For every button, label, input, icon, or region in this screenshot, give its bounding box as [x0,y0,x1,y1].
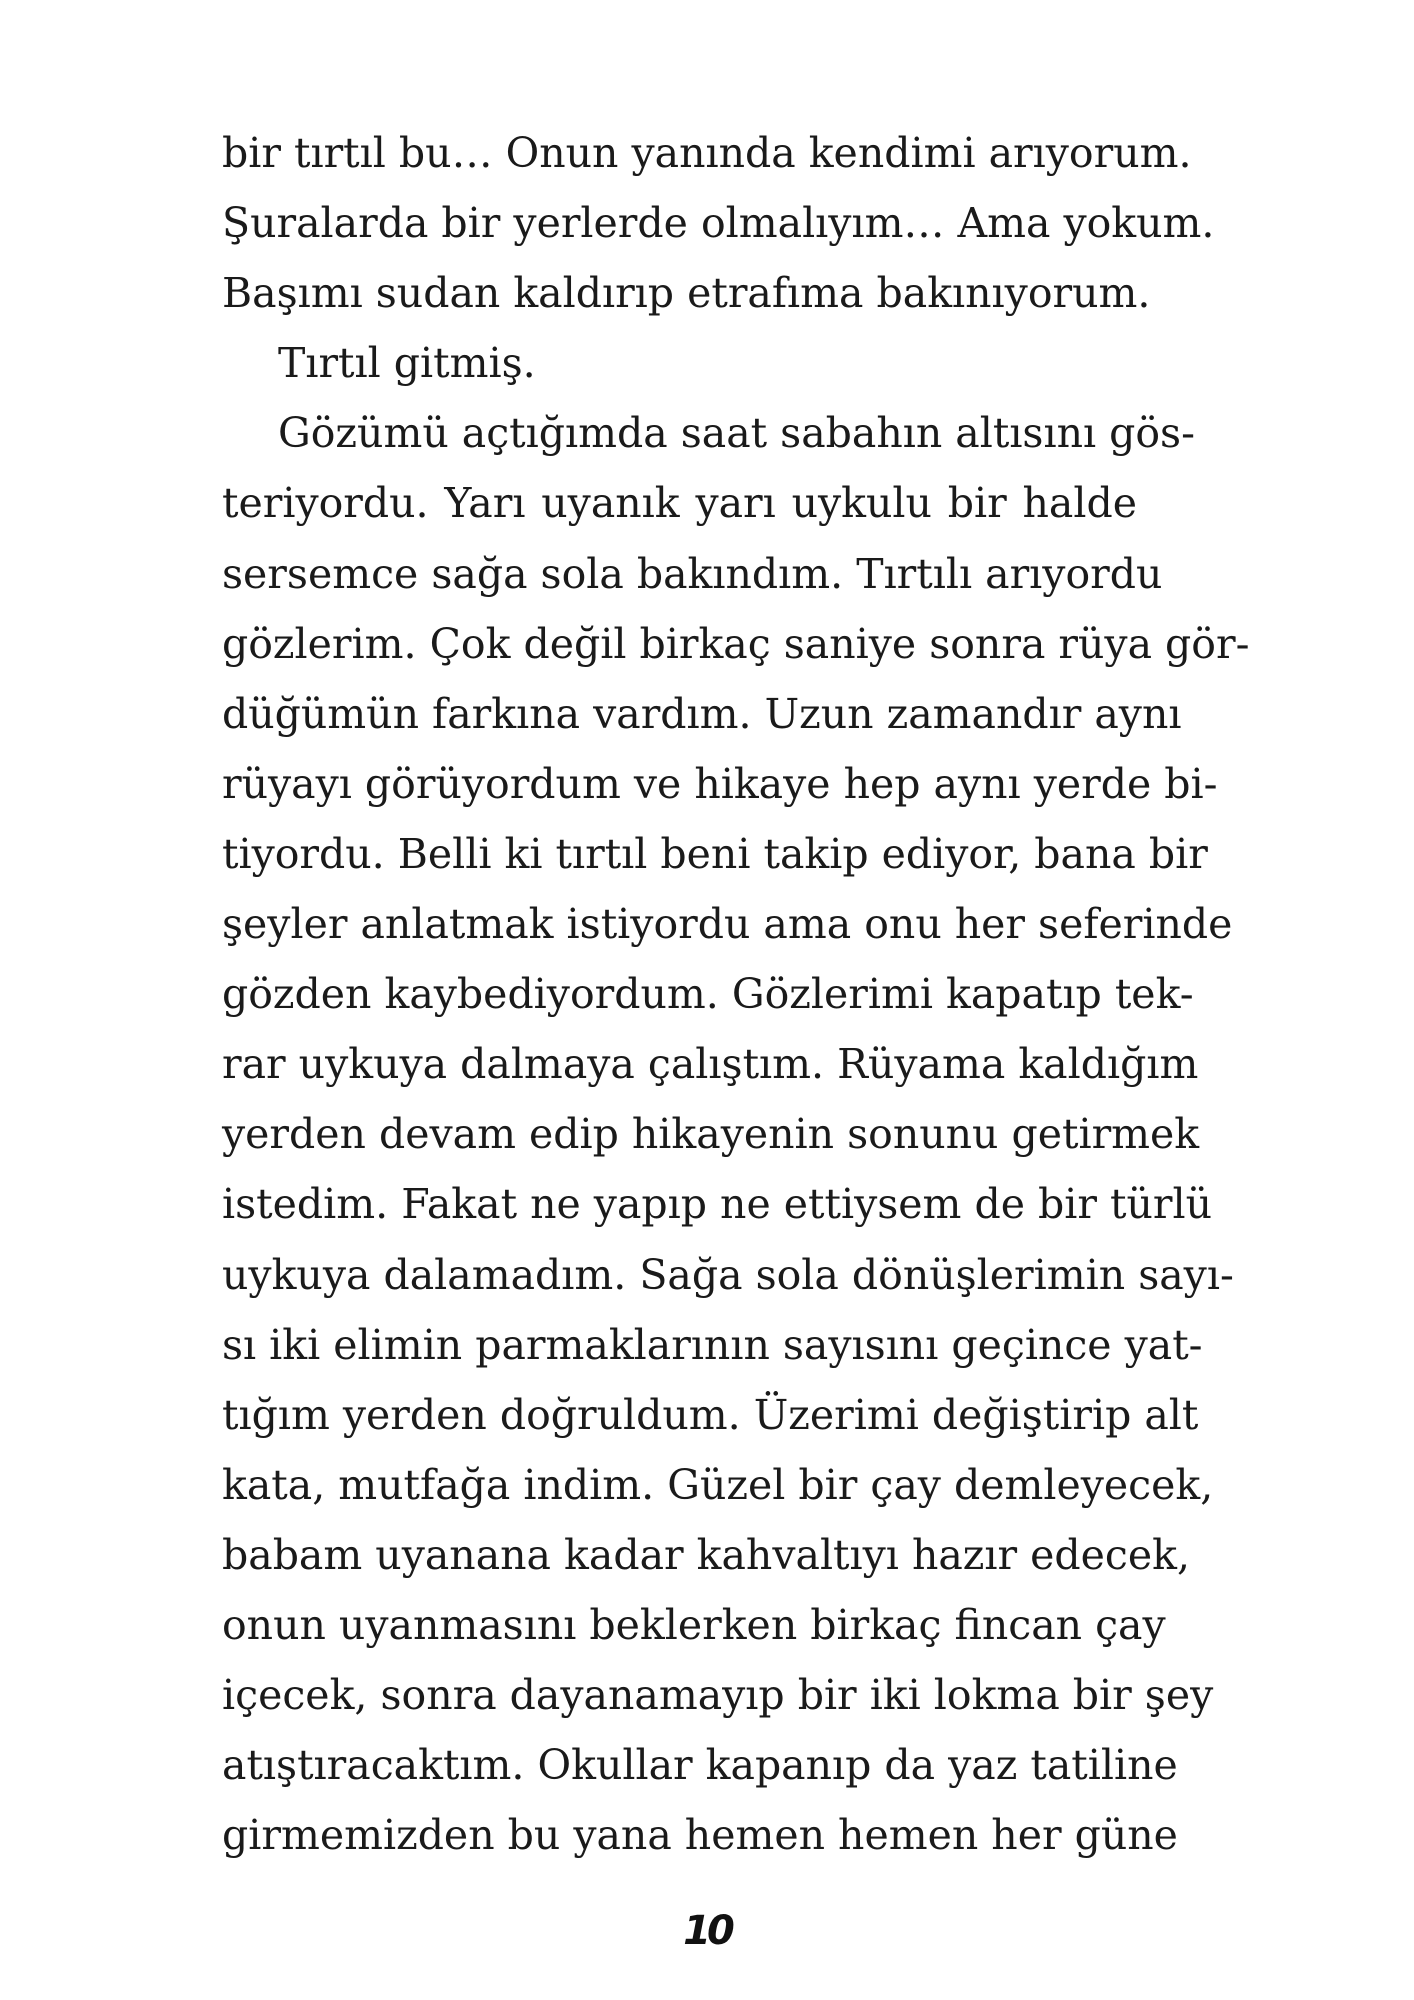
text-line: girmemizden bu yana hemen hemen her güne [222,1811,1178,1860]
text-line: Başımı sudan kaldırıp etrafıma bakınıyorum. [222,269,1151,318]
text-line: bir tırtıl bu… Onun yanında kendimi arıyorum. [222,129,1192,177]
text-line: gözden kaybediyordum. Gözlerimi kapatıp tek- [222,970,1194,1019]
text-line: istedim. Fakat ne yapıp ne ettiysem de bir türlü [222,1180,1212,1229]
text-line: yerden devam edip hikayenin sonunu getirmek [222,1110,1200,1159]
text-line: şeyler anlatmak istiyordu ama onu her seferinde [222,900,1233,949]
text-line: düğümün farkına vardım. Uzun zamandır aynı [222,689,1182,738]
text-line: atıştıracaktım. Okullar kapanıp da yaz tatiline [222,1741,1178,1790]
text-line: rar uykuya dalmaya çalıştım. Rüyama kaldığım [222,1040,1199,1089]
text-line: tiyordu. Belli ki tırtıl beni takip ediyor, bana bir [222,829,1208,878]
text-line: sersemce sağa sola bakındım. Tırtılı arıyordu [222,549,1163,598]
text-line: kata, mutfağa indim. Güzel bir çay demleyecek, [222,1460,1214,1509]
text-line: rüyayı görüyordum ve hikaye hep aynı yerde bi- [222,759,1218,808]
text-line: teriyordu. Yarı uyanık yarı uykulu bir halde [222,479,1137,528]
text-line: babam uyanana kadar kahvaltıyı hazır edecek, [222,1530,1191,1579]
text-line: Şuralarda bir yerlerde olmalıyım… Ama yokum. [222,199,1215,248]
text-line: Tırtıl gitmiş. [278,339,536,388]
text-line: onun uyanmasını beklerken birkaç fincan çay [222,1600,1166,1649]
page-number: 10 [683,1908,731,1954]
text-line: içecek, sonra dayanamayıp bir iki lokma bir şey [222,1671,1214,1720]
text-line: uykuya dalamadım. Sağa sola dönüşlerimin sayı- [222,1250,1234,1299]
text-line: gözlerim. Çok değil birkaç saniye sonra rüya gör- [222,619,1250,668]
text-line: tığım yerden doğruldum. Üzerimi değiştirip alt [222,1390,1199,1439]
text-line: Gözümü açtığımda saat sabahın altısını gös- [278,409,1195,458]
body-text [222,118,1250,1870]
text-line: sı iki elimin parmaklarının sayısını geçince yat- [222,1320,1203,1369]
